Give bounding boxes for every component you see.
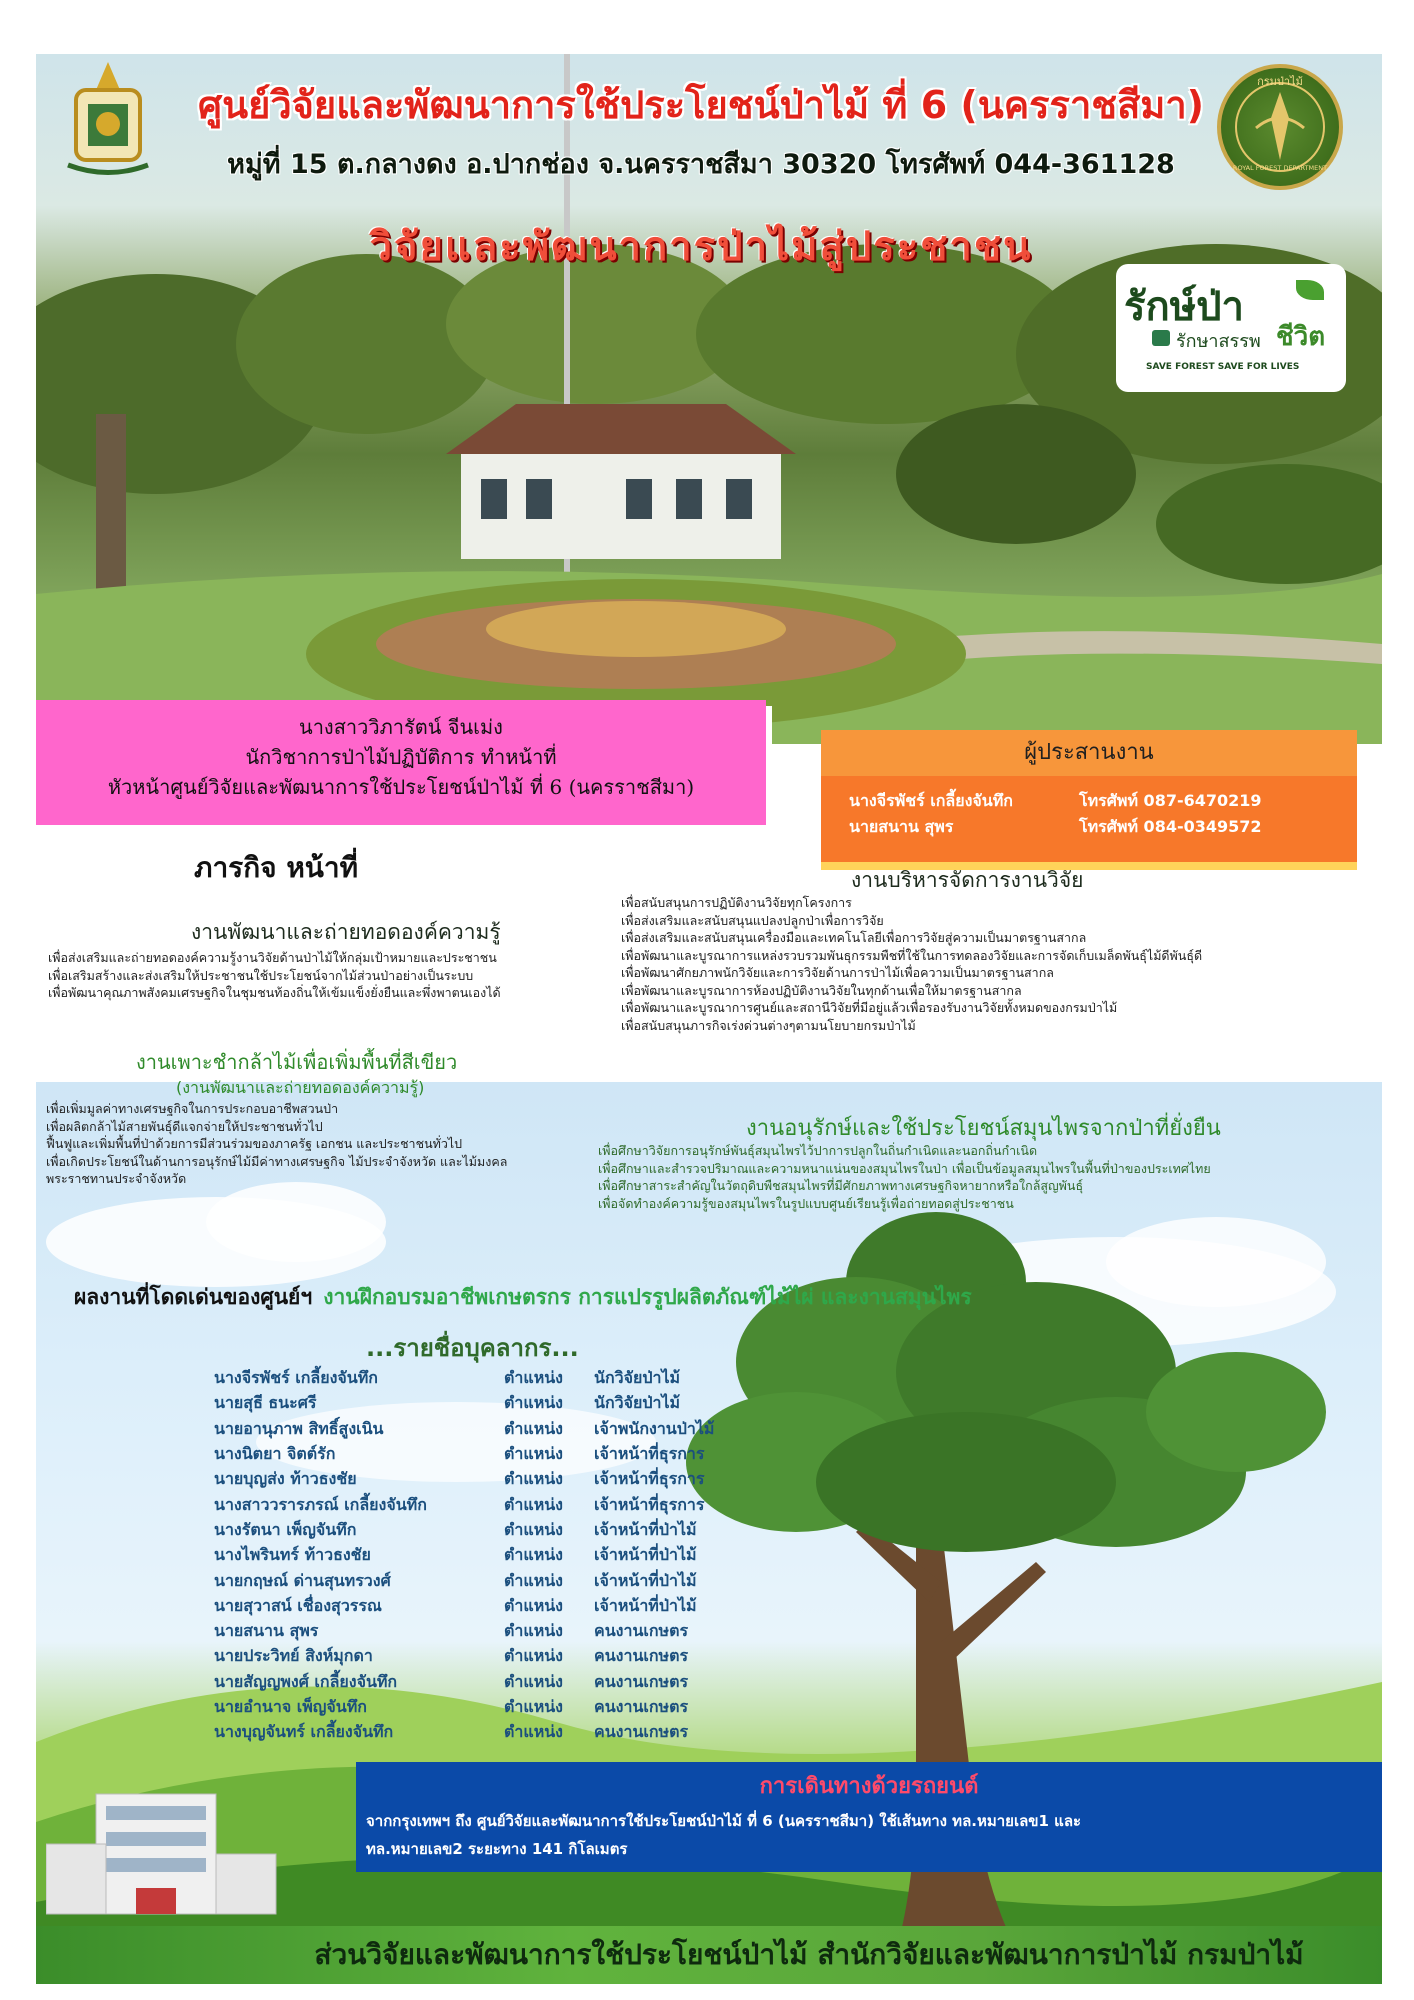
staff-name: นายสนาน สุพร <box>214 1621 319 1641</box>
coordinator-box <box>821 730 1357 870</box>
staff-name: นายอานุภาพ สิทธิ์สูงเนิน <box>214 1418 384 1438</box>
staff-row <box>214 1568 714 1593</box>
staff-row <box>214 1442 714 1467</box>
slogan: วิจัยและพัฒนาการป่าไม้สู่ประชาชน <box>369 224 1033 270</box>
mission-title: ภารกิจ หน้าที่ <box>194 851 359 884</box>
staff-position-label: ตำแหน่ง <box>504 1469 563 1489</box>
coordinator-name: นางจีรพัชร์ เกลี้ยงจันทึก <box>849 791 1013 810</box>
research-title: งานบริหารจัดการงานวิจัย <box>851 868 1084 892</box>
staff-position-label: ตำแหน่ง <box>504 1671 563 1691</box>
coordinator-phone: โทรศัพท์ 087-6470219 <box>1079 791 1262 810</box>
staff-position: คนงานเกษตร <box>594 1722 689 1742</box>
staff-table <box>214 1366 714 1745</box>
staff-position-label: ตำแหน่ง <box>504 1519 563 1539</box>
staff-position-label: ตำแหน่ง <box>504 1393 563 1413</box>
director-box <box>36 700 766 825</box>
seedling-title: งานเพาะชำกล้าไม้เพื่อเพิ่มพื้นที่สีเขียว <box>136 1050 458 1074</box>
staff-name: นางบุญจันทร์ เกลี้ยงจันทึก <box>214 1722 394 1742</box>
research-item: เพื่อพัฒนาและบูรณาการแหล่งรวบรวมพันธุกรรมพืชที่ใช้ในการทดลองวิจัยและการจัดเก็บเมล็ดพันธุ์ไม้ดีพันธุ์ดี <box>621 947 1203 963</box>
office-building-image <box>46 1784 286 1924</box>
seedling-list <box>46 1100 616 1188</box>
staff-name: นางไพรินทร์ ท้าวธงชัย <box>214 1545 371 1565</box>
staff-row <box>214 1644 714 1669</box>
seedling-item: พระราชทานประจำจังหวัด <box>46 1171 187 1186</box>
research-item: เพื่อส่งเสริมและสนับสนุนเครื่องมือและเทคโนโลยีเพื่อการวิจัยสู่ความเป็นมาตรฐานสากล <box>621 930 1087 945</box>
seedling-item: เพื่อเพิ่มมูลค่าทางเศรษฐกิจในการประกอบอาชีพสวนป่า <box>46 1101 339 1116</box>
staff-row <box>214 1518 714 1543</box>
staff-row <box>214 1417 714 1442</box>
badge-sub-text: รักษาสรรพ <box>1176 331 1261 352</box>
staff-position: เจ้าหน้าที่ธุรการ <box>594 1494 705 1514</box>
badge-main-text: รักษ์ป่า <box>1124 284 1244 330</box>
research-list <box>621 894 1381 1034</box>
seedling-item: ฟื้นฟูและเพิ่มพื้นที่ป่าด้วยการมีส่วนร่วมของภาครัฐ เอกชน และประชาชนทั่วไป <box>46 1136 463 1151</box>
footer-text: ส่วนวิจัยและพัฒนาการใช้ประโยชน์ป่าไม้ สำนักวิจัยและพัฒนาการป่าไม้ กรมป่าไม้ <box>314 1938 1304 1971</box>
research-item: เพื่อสนับสนุนภารกิจเร่งด่วนต่างๆตามนโยบายกรมป่าไม้ <box>621 1017 916 1033</box>
travel-line-1: จากกรุงเทพฯ ถึง ศูนย์วิจัยและพัฒนาการใช้ประโยชน์ป่าไม้ ที่ 6 (นครราชสีมา) ใช้เส้นทาง ทล.หมายเลข1 และ <box>366 1812 1082 1830</box>
lock-icon <box>1152 330 1170 346</box>
center-address: หมู่ที่ 15 ต.กลางดง อ.ปากช่อง จ.นครราชสีมา 30320 โทรศัพท์ 044-361128 <box>227 149 1175 180</box>
staff-position-label: ตำแหน่ง <box>504 1570 563 1590</box>
travel-line-2: ทล.หมายเลข2 ระยะทาง 141 กิโลเมตร <box>366 1840 628 1858</box>
staff-name: นายกฤษณ์ ด่านสุนทรวงศ์ <box>214 1570 391 1590</box>
staff-name: นายสุวาสน์ เชื่องสุวรรณ <box>214 1595 382 1615</box>
royal-forest-department-seal <box>1217 64 1343 190</box>
research-item: เพื่อพัฒนาและบูรณาการห้องปฏิบัติงานวิจัยในทุกด้านเพื่อให้มาตรฐานสากล <box>621 982 1022 998</box>
staff-position-label: ตำแหน่ง <box>504 1444 563 1464</box>
knowledge-item: เพื่อส่งเสริมและถ่ายทอดองค์ความรู้งานวิจัยด้านป่าไม้ให้กลุ่มเป้าหมายและประชาชน <box>48 950 497 965</box>
staff-row <box>214 1695 714 1720</box>
seal-top-text: กรมป่าไม้ <box>1257 75 1303 88</box>
footer-bar <box>36 1926 1382 1984</box>
badge-life-text: ชีวิต <box>1276 322 1326 352</box>
staff-row <box>214 1467 714 1492</box>
staff-name: นายสัญญพงศ์ เกลี้ยงจันทึก <box>214 1671 398 1691</box>
staff-position: คนงานเกษตร <box>594 1621 689 1641</box>
center-title: ศูนย์วิจัยและพัฒนาการใช้ประโยชน์ป่าไม้ ที่ 6 (นครราชสีมา) <box>197 83 1205 127</box>
herbal-item: เพื่อจัดทำองค์ความรู้ของสมุนไพรในรูปแบบศูนย์เรียนรู้เพื่อถ่ายทอดสู่ประชาชน <box>598 1195 1014 1211</box>
coordinator-phone: โทรศัพท์ 084-0349572 <box>1079 817 1262 836</box>
staff-name: นายบุญส่ง ท้าวธงชัย <box>214 1469 357 1489</box>
department-emblem <box>58 60 158 180</box>
poster <box>36 54 1382 1984</box>
herbal-item: เพื่อศึกษาและสำรวจปริมาณและความหนาแน่นของสมุนไพรในป่า เพื่อเป็นข้อมูลสมุนไพรในพื้นที่ป่าของประเทศไทย <box>598 1160 1211 1176</box>
staff-position-label: ตำแหน่ง <box>504 1697 563 1716</box>
staff-title: ...รายชื่อบุคลากร... <box>366 1334 579 1362</box>
herbal-list <box>598 1142 1378 1212</box>
knowledge-item: เพื่อพัฒนาคุณภาพสังคมเศรษฐกิจในชุมชนท้องถิ่นให้เข้มแข็งยั่งยืนและพึ่งพาตนเองได้ <box>48 985 501 1000</box>
leaf-icon <box>1296 280 1324 300</box>
staff-position-label: ตำแหน่ง <box>504 1494 563 1514</box>
staff-row <box>214 1492 714 1517</box>
staff-position-label: ตำแหน่ง <box>504 1646 563 1666</box>
staff-name: นางจีรพัชร์ เกลี้ยงจันทึก <box>214 1368 378 1388</box>
staff-position: คนงานเกษตร <box>594 1646 689 1666</box>
staff-position: คนงานเกษตร <box>594 1697 689 1716</box>
staff-position: เจ้าหน้าที่ป่าไม้ <box>594 1595 697 1615</box>
research-item: เพื่อพัฒนาศักยภาพนักวิจัยและการวิจัยด้านการป่าไม้เพื่อความเป็นมาตรฐานสากล <box>621 965 1054 980</box>
staff-position: เจ้าหน้าที่ป่าไม้ <box>594 1545 697 1565</box>
staff-position: นักวิจัยป่าไม้ <box>594 1393 681 1413</box>
travel-box <box>356 1762 1382 1872</box>
highlight-line <box>74 1281 972 1314</box>
staff-position: เจ้าหน้าที่ธุรการ <box>594 1469 705 1489</box>
staff-row <box>214 1594 714 1619</box>
staff-position: เจ้าหน้าที่ป่าไม้ <box>594 1570 697 1590</box>
staff-name: นางนิตยา จิตต์รัก <box>214 1444 336 1464</box>
highlight-value: งานฝึกอบรมอาชีพเกษตรกร การแปรรูปผลิตภัณฑ์ไม้ไผ่ และงานสมุนไพร <box>323 1285 972 1309</box>
staff-name: นายอำนาจ เพ็ญจันทึก <box>214 1697 367 1716</box>
staff-position-label: ตำแหน่ง <box>504 1621 563 1641</box>
seedling-item: เพื่อผลิตกล้าไม้สายพันธุ์ดีแจกจ่ายให้ประชาชนทั่วไป <box>46 1118 323 1134</box>
seedling-item: เพื่อเกิดประโยชน์ในด้านการอนุรักษ์ไม้มีค่าทางเศรษฐกิจ ไม้ประจำจังหวัด และไม้มงคล <box>46 1153 508 1169</box>
staff-position: เจ้าหน้าที่ธุรการ <box>594 1444 705 1464</box>
research-item: เพื่อส่งเสริมและสนับสนุนแปลงปลูกป่าเพื่อการวิจัย <box>621 912 884 928</box>
staff-name: นางรัตนา เพ็ญจันทึก <box>214 1519 357 1539</box>
staff-name: นายสุธี ธนะศรี <box>214 1393 317 1413</box>
staff-position: เจ้าพนักงานป่าไม้ <box>594 1418 715 1438</box>
director-position: นักวิชาการป่าไม้ปฏิบัติการ ทำหน้าที่ <box>245 745 557 769</box>
staff-position: คนงานเกษตร <box>594 1671 689 1691</box>
seal-bottom-text: ROYAL FOREST DEPARTMENT <box>1232 164 1328 172</box>
staff-row <box>214 1670 714 1695</box>
staff-row <box>214 1543 714 1568</box>
coordinator-row <box>821 814 1357 840</box>
staff-position-label: ตำแหน่ง <box>504 1418 563 1438</box>
research-item: เพื่อสนับสนุนการปฏิบัติงานวิจัยทุกโครงการ <box>621 895 852 910</box>
director-name: นางสาววิภารัตน์ จีนเม่ง <box>299 715 503 739</box>
staff-position-label: ตำแหน่ง <box>504 1368 563 1388</box>
coordinator-title: ผู้ประสานงาน <box>821 730 1357 776</box>
knowledge-item: เพื่อเสริมสร้างและส่งเสริมให้ประชาชนใช้ประโยชน์จากไม้ส่วนป่าอย่างเป็นระบบ <box>48 967 474 983</box>
seedling-subtitle: (งานพัฒนาและถ่ายทอดองค์ความรู้) <box>176 1078 425 1097</box>
herbal-item: เพื่อศึกษาสาระสำคัญในวัตถุดิบพืชสมุนไพรที่มีศักยภาพทางเศรษฐกิจหายากหรือใกล้สูญพันธุ์ <box>598 1178 1084 1193</box>
highlight-label: ผลงานที่โดดเด่นของศูนย์ฯ <box>74 1285 313 1309</box>
staff-row <box>214 1720 714 1745</box>
staff-position: นักวิจัยป่าไม้ <box>594 1368 681 1388</box>
coordinator-name: นายสนาน สุพร <box>849 817 954 836</box>
staff-row <box>214 1619 714 1644</box>
knowledge-list <box>48 949 638 1002</box>
save-forest-badge <box>1116 264 1346 392</box>
director-role: หัวหน้าศูนย์วิจัยและพัฒนาการใช้ประโยชน์ป่าไม้ ที่ 6 (นครราชสีมา) <box>107 775 695 799</box>
staff-position: เจ้าหน้าที่ป่าไม้ <box>594 1519 697 1539</box>
research-item: เพื่อพัฒนาและบูรณาการศูนย์และสถานีวิจัยที่มีอยู่แล้วเพื่อรองรับงานวิจัยทั้งหมดของกรมป่าไม้ <box>621 1000 1118 1015</box>
badge-english-text: SAVE FOREST SAVE FOR LIVES <box>1146 362 1300 372</box>
staff-row <box>214 1366 714 1391</box>
staff-position-label: ตำแหน่ง <box>504 1595 563 1615</box>
knowledge-title: งานพัฒนาและถ่ายทอดองค์ความรู้ <box>191 920 501 944</box>
staff-row <box>214 1391 714 1416</box>
staff-position-label: ตำแหน่ง <box>504 1545 563 1565</box>
herbal-title: งานอนุรักษ์และใช้ประโยชน์สมุนไพรจากป่าที่ยั่งยืน <box>746 1116 1221 1141</box>
herbal-item: เพื่อศึกษาวิจัยการอนุรักษ์พันธุ์สมุนไพรไว้ปาการปลูกในถิ่นกำเนิดและนอกถิ่นกำเนิด <box>598 1143 1038 1158</box>
staff-name: นางสาววรารภรณ์ เกลี้ยงจันทึก <box>214 1494 427 1514</box>
staff-position-label: ตำแหน่ง <box>504 1722 563 1742</box>
travel-title: การเดินทางด้วยรถยนต์ <box>759 1774 979 1799</box>
staff-name: นายประวิทย์ สิงห์มุกดา <box>214 1646 373 1666</box>
coordinator-row <box>821 788 1357 814</box>
